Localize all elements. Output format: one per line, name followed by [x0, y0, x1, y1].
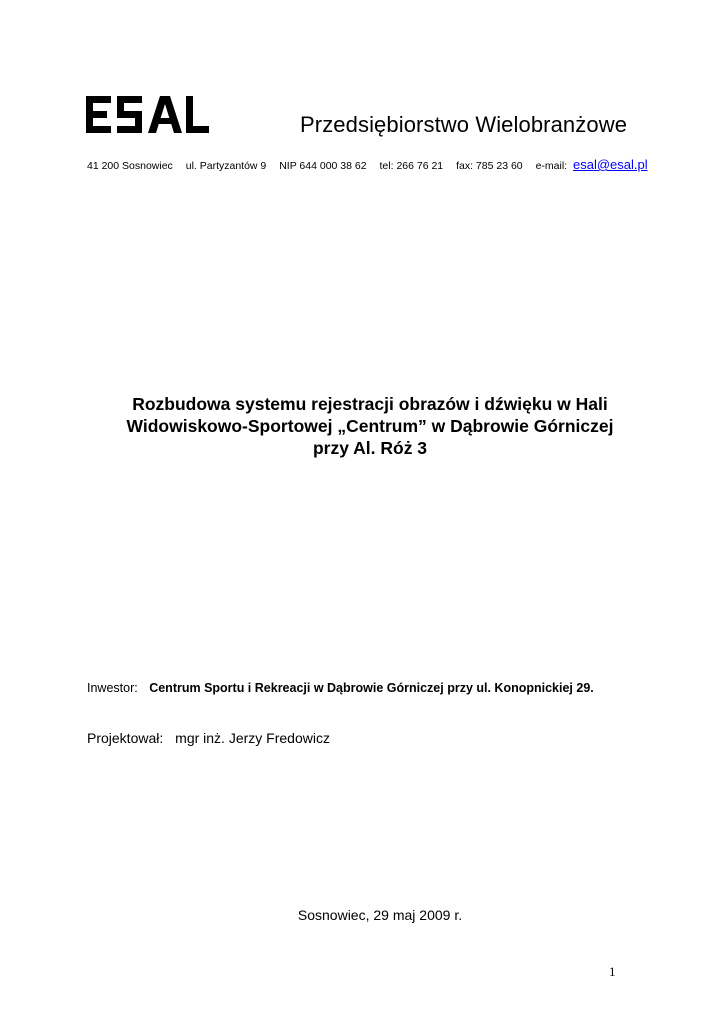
telephone: tel: 266 76 21	[379, 160, 444, 172]
designer-label: Projektował:	[87, 730, 164, 746]
document-title	[60, 393, 680, 459]
company-name: Przedsiębiorstwo Wielobranżowe	[300, 112, 628, 137]
investor-label: Inwestor:	[87, 681, 138, 695]
investor-value: Centrum Sportu i Rekreacji w Dąbrowie Górniczej przy ul. Konopnickiej 29.	[149, 681, 594, 695]
contact-line	[87, 157, 648, 172]
street: ul. Partyzantów 9	[185, 160, 267, 172]
address: 41 200 Sosnowiec	[87, 160, 173, 172]
title-line-1: Rozbudowa systemu rejestracji obrazów i dźwięku w Hali	[132, 394, 608, 414]
email-label: e-mail:	[535, 160, 568, 172]
page-number: 1	[609, 964, 616, 979]
investor-row	[87, 681, 594, 695]
title-line-3: przy Al. Róż 3	[312, 438, 428, 458]
place-date: Sosnowiec, 29 maj 2009 r.	[297, 907, 463, 923]
nip-number: NIP 644 000 38 62	[279, 160, 367, 172]
designer-value: mgr inż. Jerzy Fredowicz	[175, 730, 330, 746]
designer-row	[87, 730, 330, 746]
email-link[interactable]: esal@esal.pl	[573, 157, 648, 172]
esal-logo	[86, 96, 209, 133]
title-line-2: Widowiskowo-Sportowej „Centrum” w Dąbrowie Górniczej	[126, 416, 614, 436]
fax: fax: 785 23 60	[456, 160, 523, 172]
